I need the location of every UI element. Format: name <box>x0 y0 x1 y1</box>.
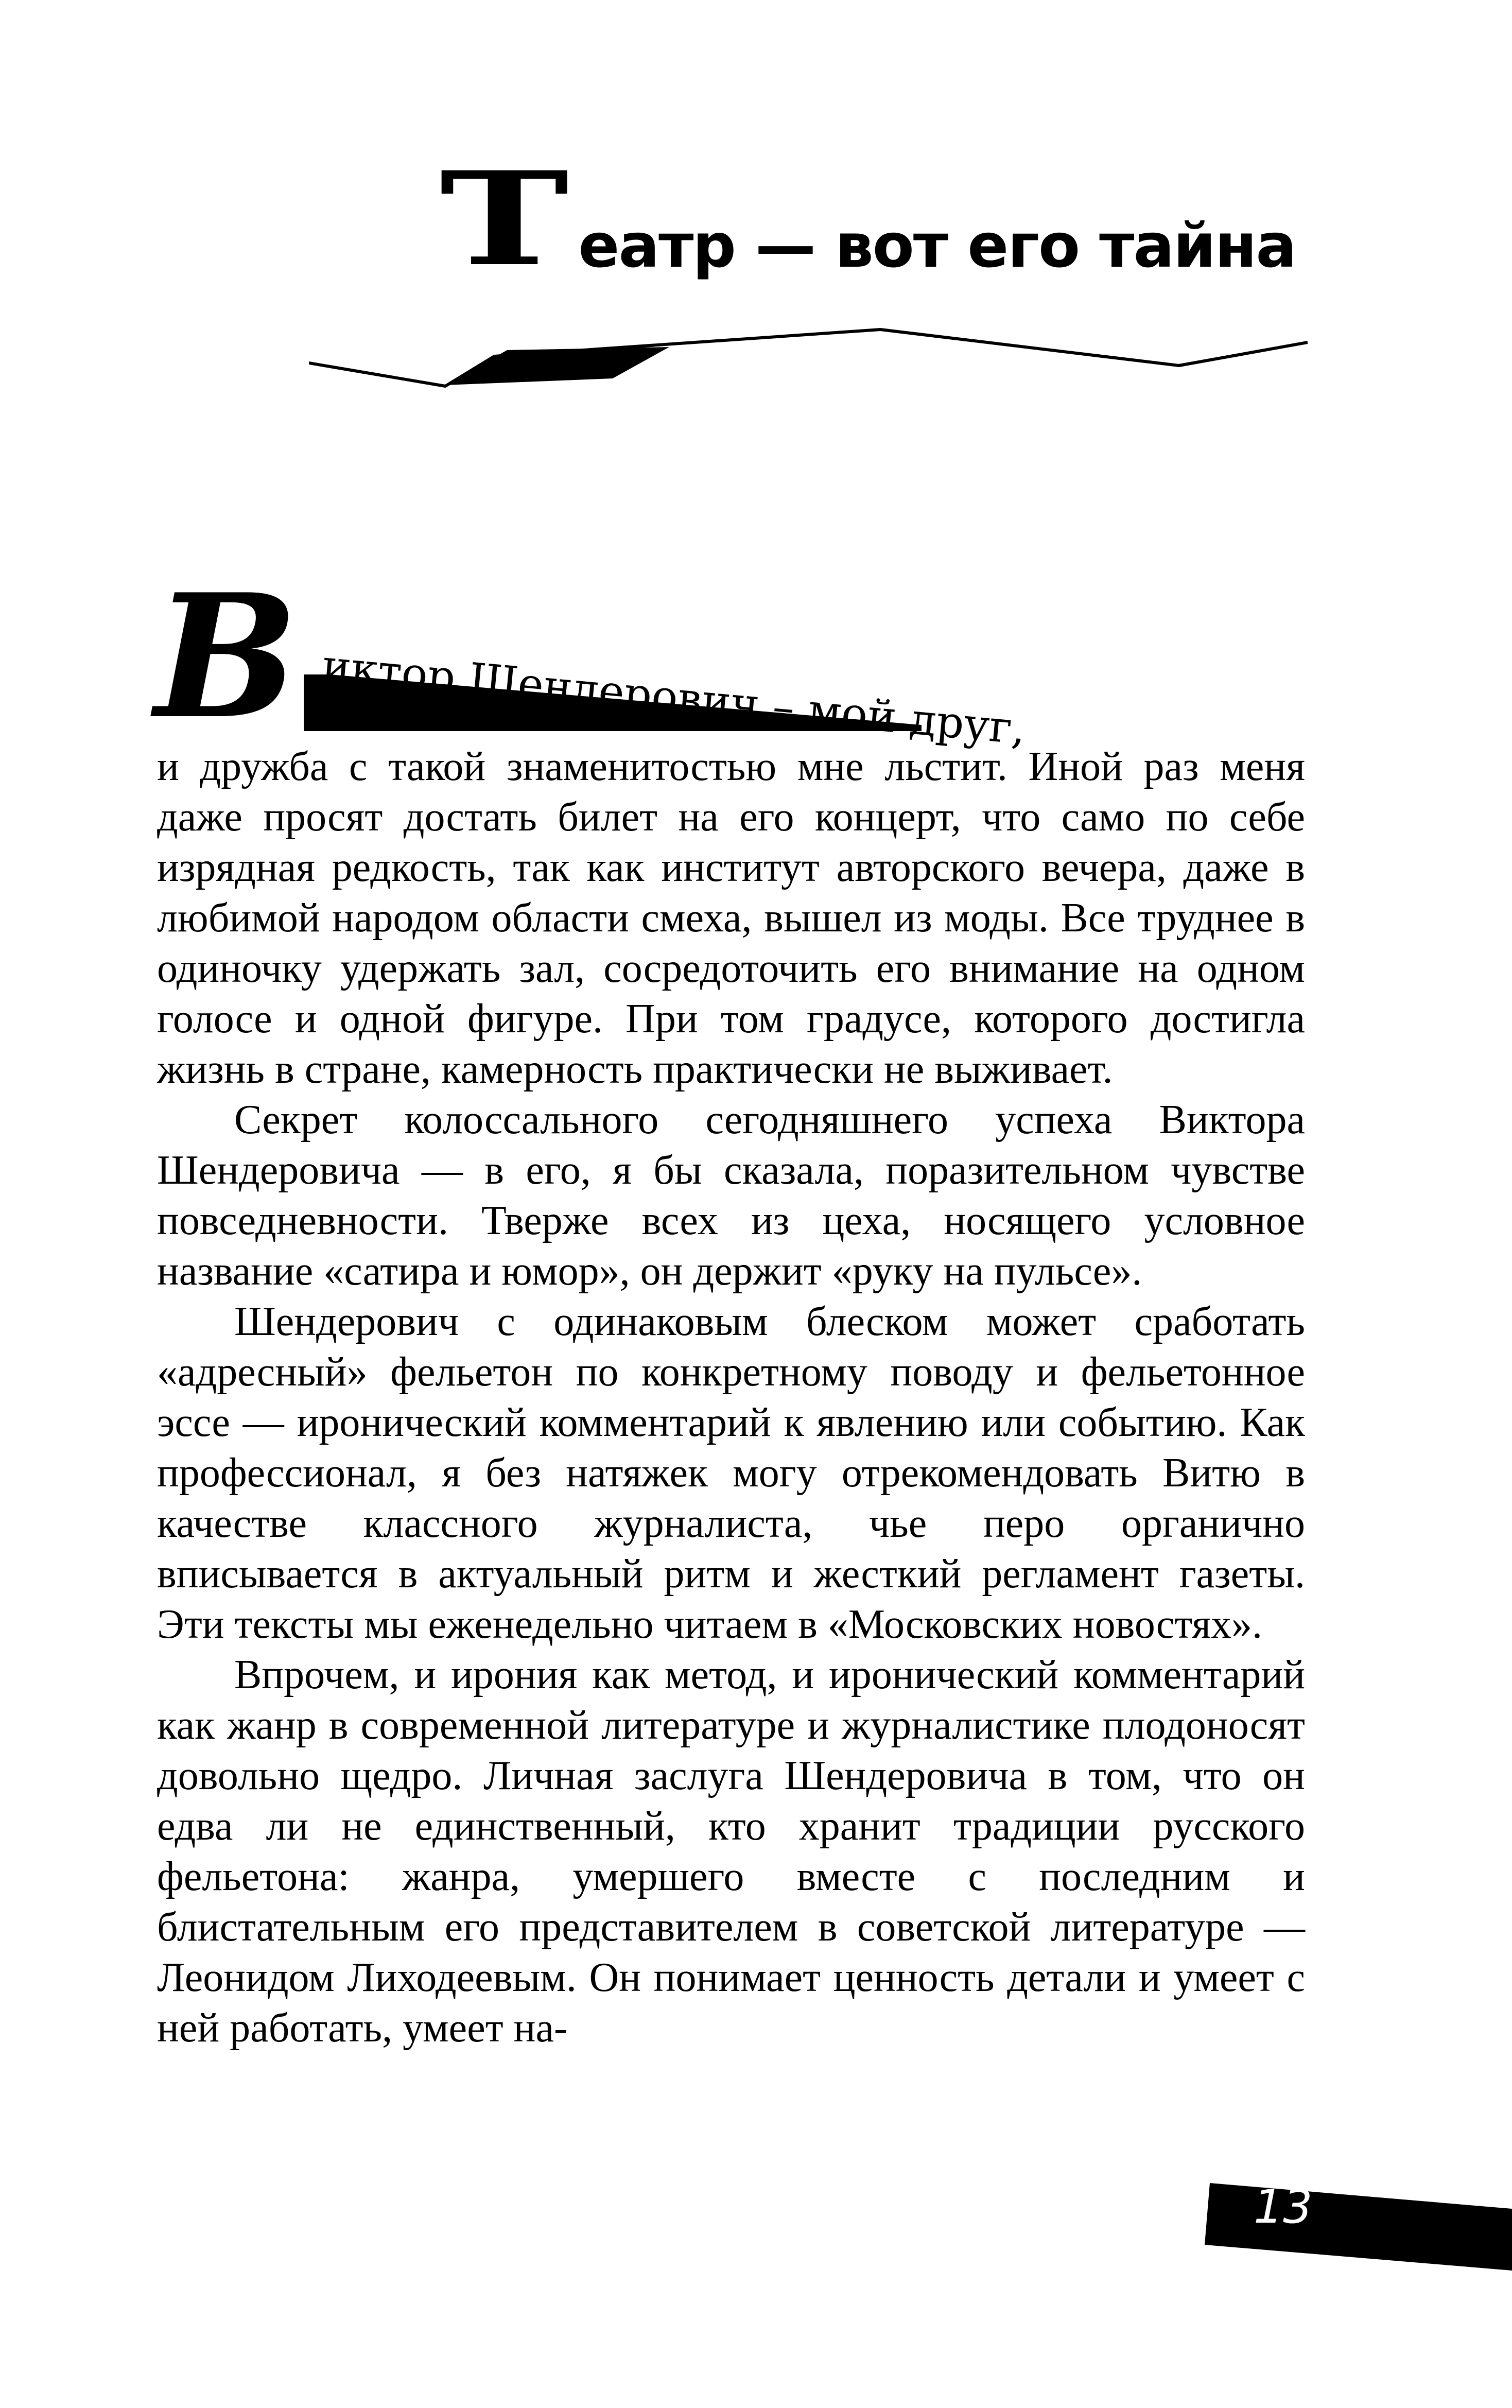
paragraph: Секрет колоссального сегодняшнего успеха Виктора Шендеровича — в его, я бы сказала, поразительном чувстве повседневности. Тверже всех из цеха, носящего условное название «сатира и юмор», он держит «руку на пульсе». <box>157 1097 1305 1294</box>
page-number-tab <box>1205 2173 1512 2271</box>
page-number: 13 <box>1254 2180 1313 2234</box>
paragraph: Шендерович с одинаковым блеском может сработать «адресный» фельетон по конкретному поводу и фельетонное эссе — иронический комментарий к явлению или событию. Как профессионал, я без натяжек могу отрекомендовать Витю в качестве классного журналиста, чье перо органично вписывается в актуальный ритм и жесткий регламент газеты. Эти тексты мы еженедельно читаем в «Московских новостях». <box>157 1299 1305 1647</box>
paragraph: и дружба с такой знаменитостью мне льстит. Иной раз меня даже просят достать билет на его концерт, что само по себе изрядная редкость, так как институт авторского вечера, даже в любимой народом области смеха, вышел из моды. Все труднее в одиночку удержать зал, сосредоточить его внимание на одном голосе и одной фигуре. При том градусе, которого достигла жизнь в стране, камерность практически не выживает. <box>157 744 1305 1092</box>
article-body <box>157 741 1305 2053</box>
lead-line: иктор Шендерович – мой друг, <box>320 640 1028 754</box>
drop-cap: В <box>154 557 298 756</box>
paragraph: Впрочем, и ирония как метод, и иронический комментарий как жанр в современной литературе и журналистике плодоносят довольно щедро. Личная заслуга Шендеровича в том, что он едва ли не единственный, кто хранит традиции русского фельетона: жанра, умершего вместе с последним и блистательным его представителем в советской литературе — Леонидом Лиходеевым. Он понимает ценность детали и умеет с ней работать, умеет на- <box>157 1652 1305 2051</box>
title-ornament <box>309 314 1308 402</box>
chapter-title <box>440 143 1296 294</box>
chapter-title-initial: Т <box>440 143 569 294</box>
chapter-title-text: еатр — вот его тайна <box>578 210 1296 281</box>
